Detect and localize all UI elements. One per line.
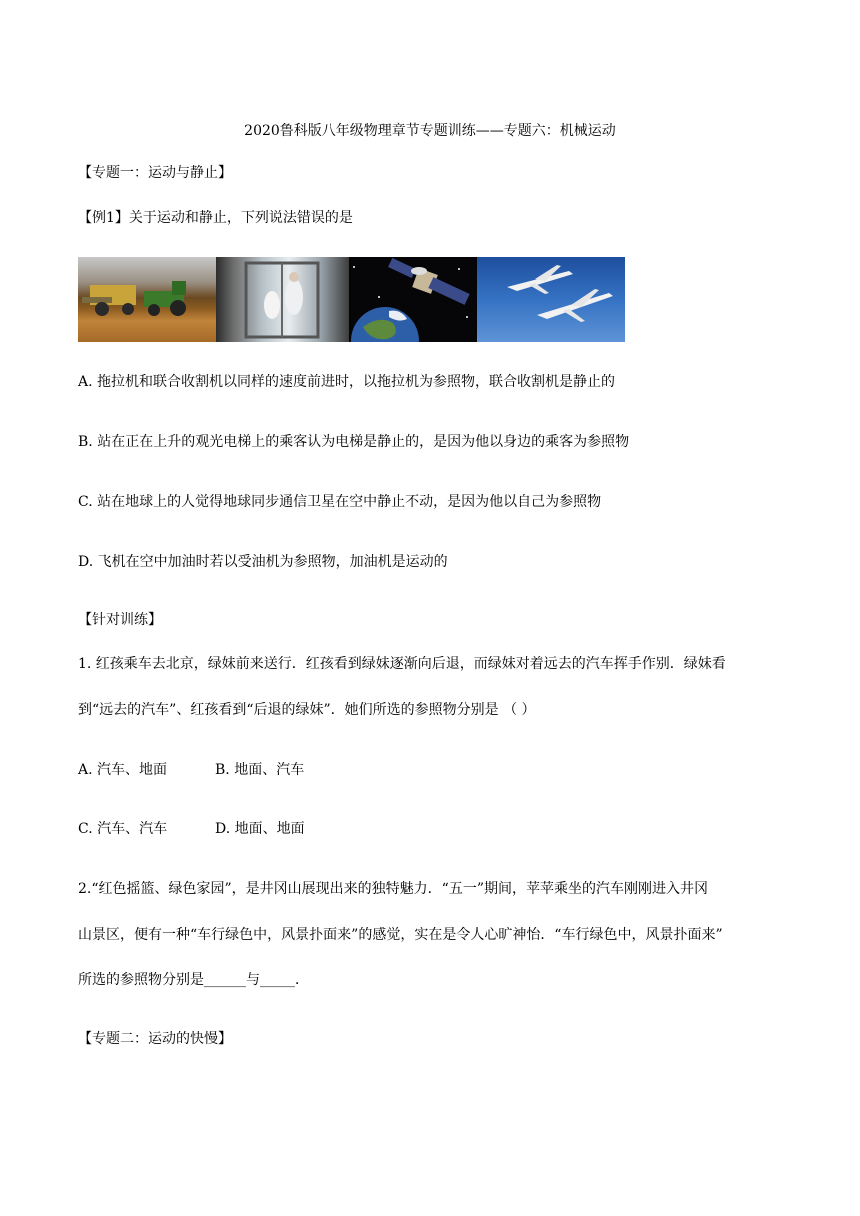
question-1-option-b: B. 地面、汽车 [215, 762, 305, 778]
example-1-question: 【例1】关于运动和静止，下列说法错误的是 [78, 210, 353, 226]
training-heading: 【针对训练】 [78, 612, 162, 628]
page-title: 2020鲁科版八年级物理章节专题训练——专题六：机械运动 [244, 123, 616, 139]
question-1-options-row-1 [78, 761, 304, 779]
question-2-line-1: 2.“红色摇篮、绿色家园”，是井冈山展现出来的独特魅力．“五一”期间，苹苹乘坐的汽车刚刚进入井冈 [78, 881, 708, 897]
question-2-line-3: 所选的参照物分别是______与_____． [78, 972, 309, 988]
question-2-line-2: 山景区，便有一种“车行绿色中，风景扑面来”的感觉，实在是令人心旷神怡．“车行绿色中，风景扑面来” [78, 927, 723, 943]
question-1-options-row-2 [78, 820, 305, 838]
question-1-line-2: 到“远去的汽车”、红孩看到“后退的绿妹”．她们所选的参照物分别是 （ ） [78, 702, 536, 718]
section-heading-1: 【专题一：运动与静止】 [78, 165, 232, 181]
question-1-option-d: D. 地面、地面 [215, 821, 305, 837]
example-option-c: C. 站在地球上的人觉得地球同步通信卫星在空中静止不动，是因为他以自己为参照物 [78, 494, 602, 510]
harvester-photo [78, 257, 216, 342]
section-heading-2: 【专题二：运动的快慢】 [78, 1031, 232, 1047]
example-option-d: D. 飞机在空中加油时若以受油机为参照物，加油机是运动的 [78, 554, 448, 570]
satellite-photo [349, 257, 477, 342]
example-option-a: A. 拖拉机和联合收割机以同样的速度前进时，以拖拉机为参照物，联合收割机是静止的 [78, 374, 616, 390]
example-option-b: B. 站在正在上升的观光电梯上的乘客认为电梯是静止的，是因为他以身边的乘客为参照物 [78, 434, 630, 450]
elevator-photo [216, 257, 349, 342]
question-1-option-c: C. 汽车、汽车 [78, 821, 168, 837]
illustration-strip [78, 257, 625, 342]
question-1-option-a: A. 汽车、地面 [78, 762, 168, 778]
airplanes-photo [477, 257, 625, 342]
question-1-line-1: 1. 红孩乘车去北京，绿妹前来送行．红孩看到绿妹逐渐向后退，而绿妹对着远去的汽车挥手作别．绿妹看 [78, 656, 726, 672]
